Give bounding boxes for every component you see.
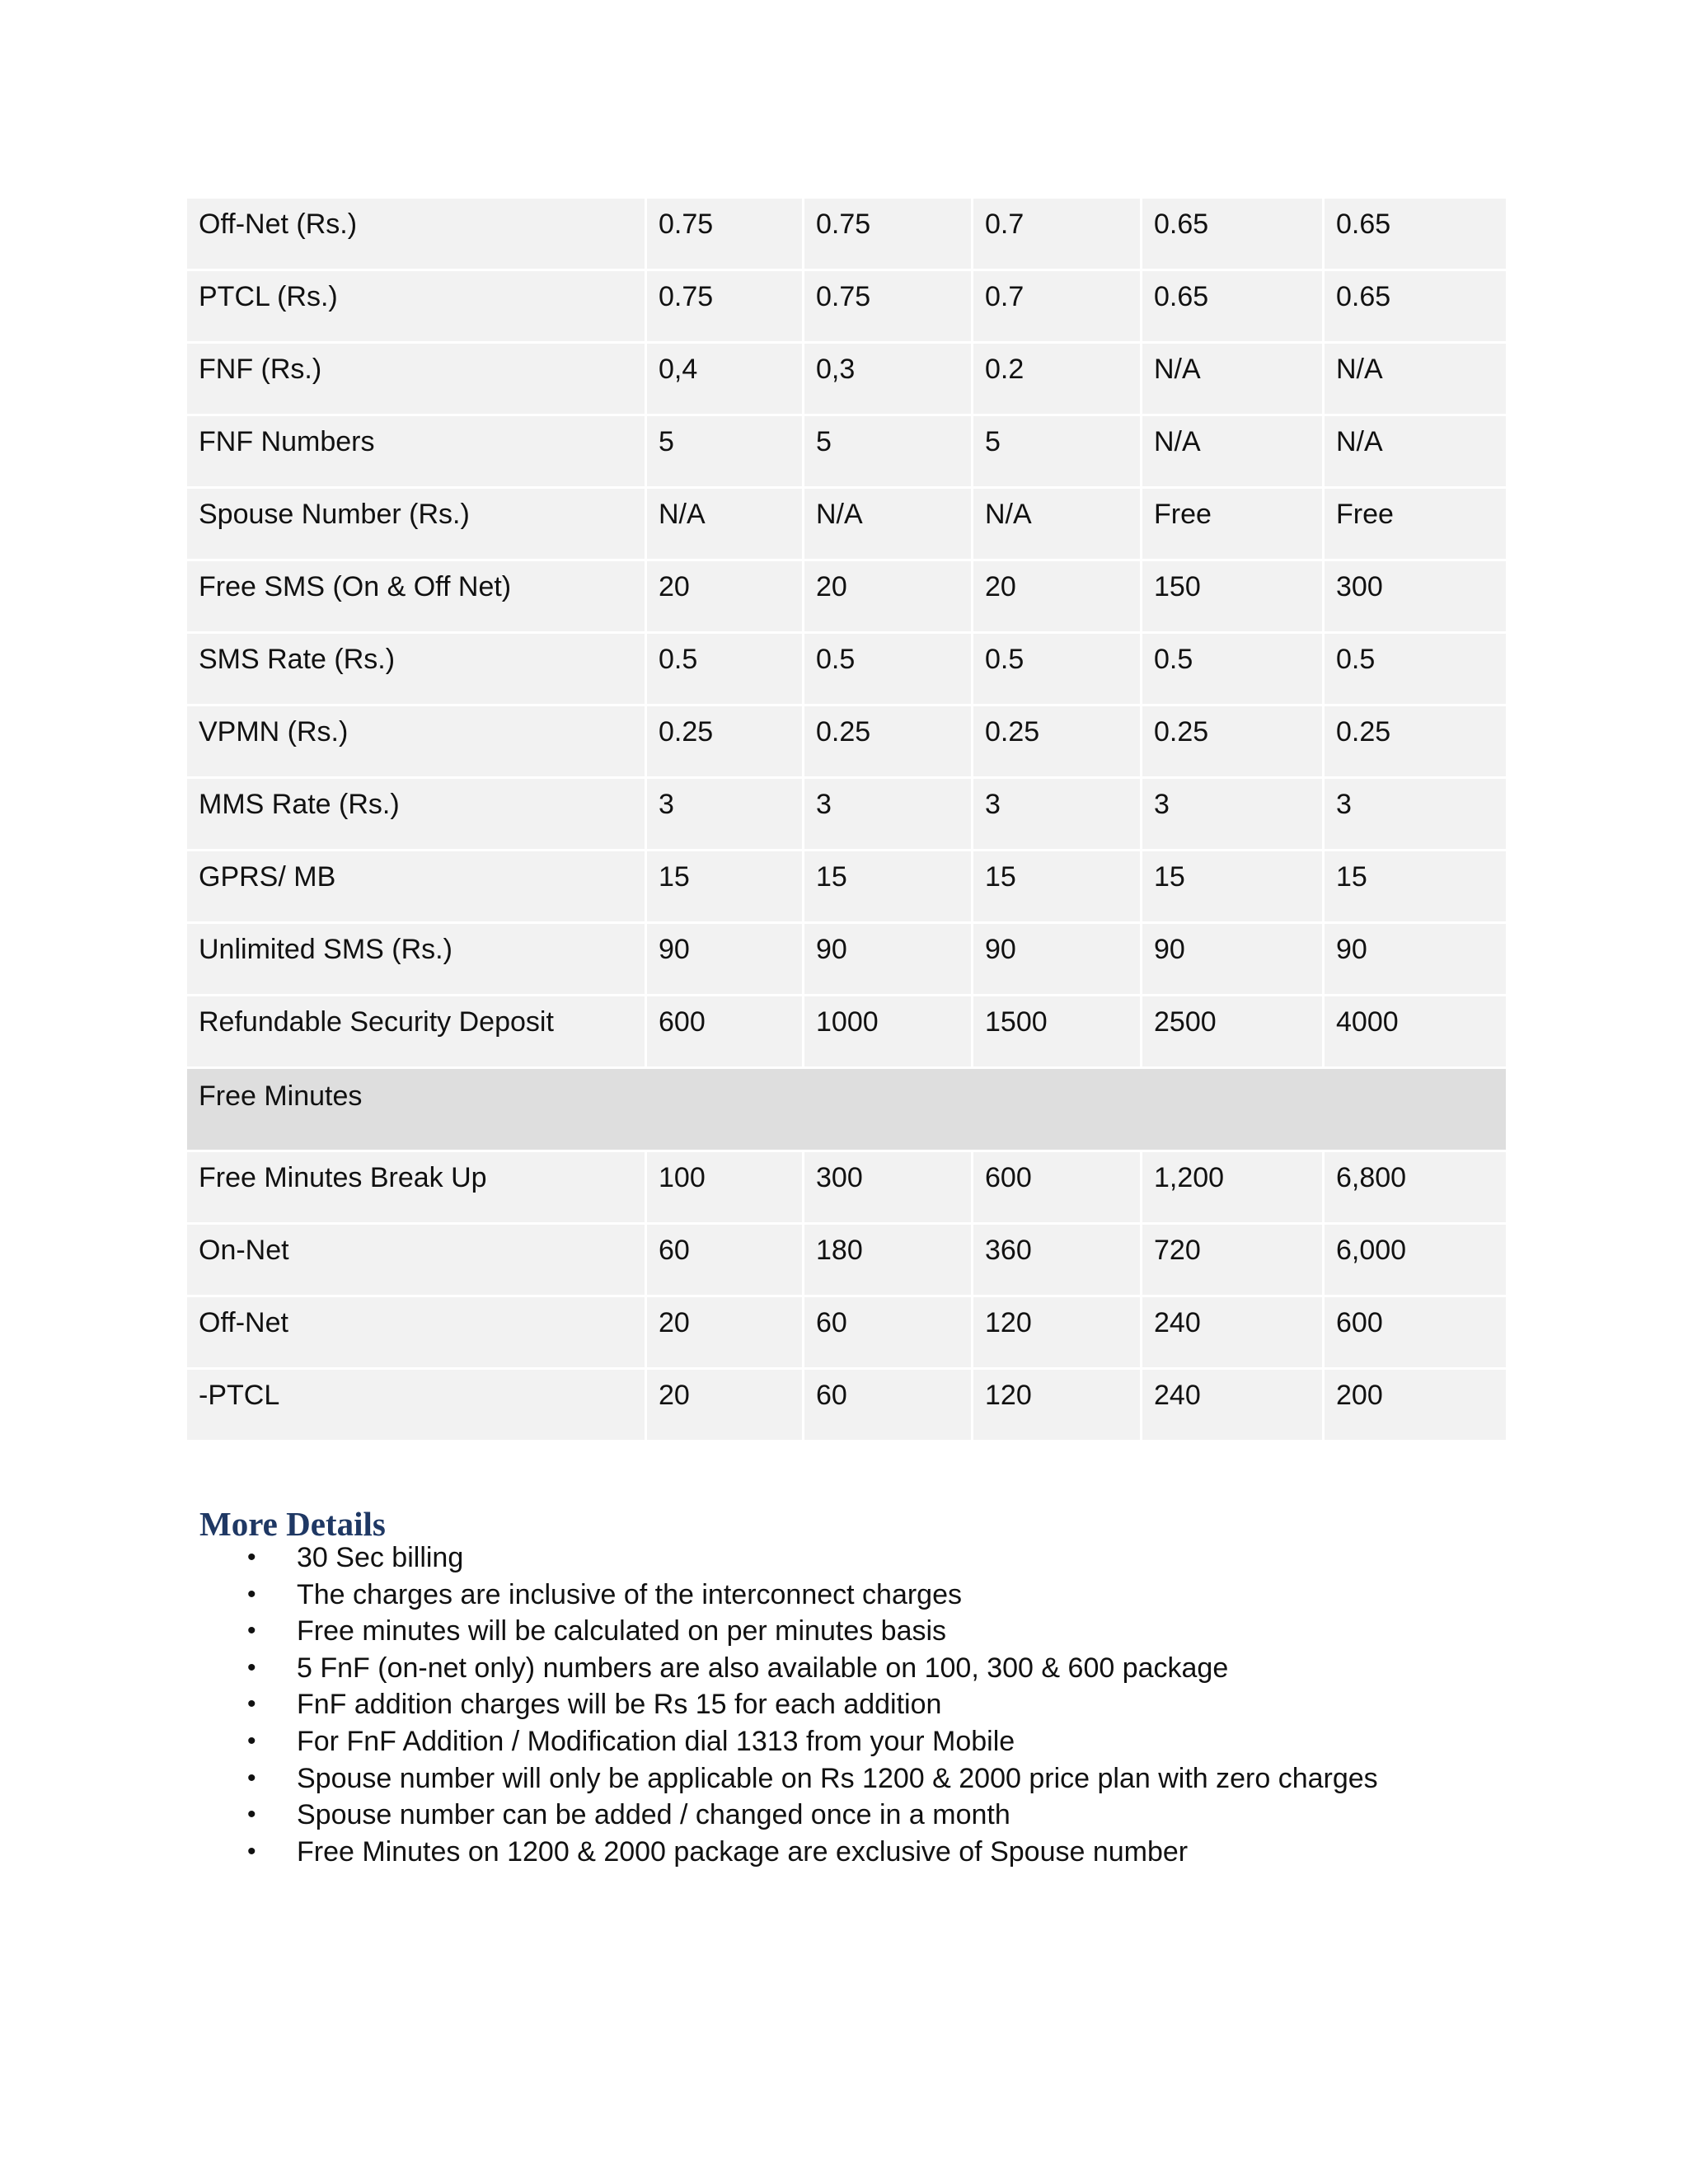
value-cell: 60 — [804, 1297, 971, 1367]
value-cell: 1000 — [804, 996, 971, 1066]
value-cell: 0.5 — [804, 634, 971, 704]
row-label-cell: GPRS/ MB — [187, 851, 645, 921]
bullet-icon: • — [247, 1837, 256, 1865]
row-label-cell: Free SMS (On & Off Net) — [187, 561, 645, 631]
value-cell: N/A — [1142, 344, 1322, 414]
value-cell: 600 — [973, 1152, 1140, 1222]
value-cell: 5 — [647, 416, 802, 486]
value-cell: 15 — [1325, 851, 1506, 921]
list-item-text: Free Minutes on 1200 & 2000 package are exclusive of Spouse number — [297, 1835, 1189, 1868]
row-label-cell: Off-Net (Rs.) — [187, 199, 645, 269]
value-cell: 300 — [804, 1152, 971, 1222]
value-cell: 0.5 — [1142, 634, 1322, 704]
value-cell: 3 — [973, 779, 1140, 849]
value-cell: 0,4 — [647, 344, 802, 414]
value-cell: 300 — [1325, 561, 1506, 631]
value-cell: 0.65 — [1325, 271, 1506, 341]
section-header-cell: Free Minutes — [187, 1069, 1506, 1150]
table-row — [187, 271, 1506, 341]
table-row — [187, 996, 1506, 1066]
value-cell: 90 — [1142, 924, 1322, 994]
bullet-icon: • — [247, 1544, 256, 1571]
value-cell: N/A — [647, 489, 802, 559]
value-cell: 0.5 — [973, 634, 1140, 704]
table-row — [187, 924, 1506, 994]
list-item-text: Spouse number can be added / changed once in a month — [297, 1799, 1010, 1831]
list-item-text: 5 FnF (on-net only) numbers are also available on 100, 300 & 600 package — [297, 1652, 1229, 1684]
table-row — [187, 851, 1506, 921]
table-row — [187, 634, 1506, 704]
row-label-cell: Spouse Number (Rs.) — [187, 489, 645, 559]
row-label-cell: Free Minutes Break Up — [187, 1152, 645, 1222]
list-item — [247, 1577, 1484, 1614]
value-cell: 150 — [1142, 561, 1322, 631]
list-item — [247, 1797, 1484, 1834]
value-cell: 20 — [804, 561, 971, 631]
table-row — [187, 199, 1506, 269]
value-cell: 0.5 — [647, 634, 802, 704]
bullet-icon: • — [247, 1764, 256, 1792]
value-cell: 15 — [1142, 851, 1322, 921]
value-cell: 0.7 — [973, 199, 1140, 269]
rates-table-body — [187, 199, 1506, 1440]
value-cell: 6,800 — [1325, 1152, 1506, 1222]
value-cell: 0.65 — [1142, 199, 1322, 269]
value-cell: 200 — [1325, 1370, 1506, 1440]
value-cell: 0.25 — [1325, 706, 1506, 776]
table-row — [187, 1152, 1506, 1222]
value-cell: 720 — [1142, 1225, 1322, 1295]
value-cell: N/A — [804, 489, 971, 559]
value-cell: 0.75 — [647, 271, 802, 341]
value-cell: 0.65 — [1142, 271, 1322, 341]
list-item — [247, 1686, 1484, 1723]
list-item — [247, 1760, 1484, 1797]
value-cell: 100 — [647, 1152, 802, 1222]
row-label-cell: Unlimited SMS (Rs.) — [187, 924, 645, 994]
row-label-cell: PTCL (Rs.) — [187, 271, 645, 341]
value-cell: 4000 — [1325, 996, 1506, 1066]
value-cell: 600 — [647, 996, 802, 1066]
value-cell: 0.75 — [804, 199, 971, 269]
table-row — [187, 416, 1506, 486]
bullet-icon: • — [247, 1653, 256, 1681]
value-cell: Free — [1142, 489, 1322, 559]
list-item — [247, 1834, 1484, 1871]
value-cell: 180 — [804, 1225, 971, 1295]
list-item-text: Free minutes will be calculated on per minutes basis — [297, 1615, 947, 1647]
value-cell: 3 — [804, 779, 971, 849]
table-row — [187, 489, 1506, 559]
value-cell: 20 — [647, 561, 802, 631]
value-cell: 0.7 — [973, 271, 1140, 341]
list-item — [247, 1723, 1484, 1760]
bullet-icon: • — [247, 1617, 256, 1645]
bullet-icon: • — [247, 1727, 256, 1755]
row-label-cell: Off-Net — [187, 1297, 645, 1367]
value-cell: 20 — [973, 561, 1140, 631]
table-row — [187, 561, 1506, 631]
value-cell: 0.75 — [804, 271, 971, 341]
value-cell: 120 — [973, 1297, 1140, 1367]
list-item-text: FnF addition charges will be Rs 15 for each addition — [297, 1689, 942, 1721]
row-label-cell: MMS Rate (Rs.) — [187, 779, 645, 849]
value-cell: N/A — [1325, 416, 1506, 486]
value-cell: 5 — [973, 416, 1140, 486]
value-cell: N/A — [1142, 416, 1322, 486]
value-cell: 15 — [647, 851, 802, 921]
value-cell: N/A — [1325, 344, 1506, 414]
value-cell: 240 — [1142, 1370, 1322, 1440]
value-cell: 15 — [973, 851, 1140, 921]
value-cell: 3 — [647, 779, 802, 849]
table-row — [187, 779, 1506, 849]
row-label-cell: VPMN (Rs.) — [187, 706, 645, 776]
value-cell: 0.75 — [647, 199, 802, 269]
table-row — [187, 344, 1506, 414]
table-row — [187, 1370, 1506, 1440]
value-cell: 3 — [1325, 779, 1506, 849]
value-cell: 2500 — [1142, 996, 1322, 1066]
value-cell: 0.5 — [1325, 634, 1506, 704]
value-cell: 90 — [973, 924, 1140, 994]
value-cell: 120 — [973, 1370, 1140, 1440]
value-cell: 6,000 — [1325, 1225, 1506, 1295]
value-cell: 1500 — [973, 996, 1140, 1066]
value-cell: 240 — [1142, 1297, 1322, 1367]
value-cell: 0.25 — [1142, 706, 1322, 776]
row-label-cell: FNF (Rs.) — [187, 344, 645, 414]
list-item — [247, 1650, 1484, 1687]
value-cell: 20 — [647, 1297, 802, 1367]
row-label-cell: Refundable Security Deposit — [187, 996, 645, 1066]
value-cell: 600 — [1325, 1297, 1506, 1367]
list-item — [247, 1540, 1484, 1577]
value-cell: N/A — [973, 489, 1140, 559]
table-row — [187, 1297, 1506, 1367]
value-cell: 0.2 — [973, 344, 1140, 414]
more-details-list — [247, 1540, 1484, 1870]
list-item-text: 30 Sec billing — [297, 1542, 464, 1573]
value-cell: 0.25 — [973, 706, 1140, 776]
more-details-heading: More Details — [199, 1505, 386, 1543]
row-label-cell: FNF Numbers — [187, 416, 645, 486]
value-cell: 60 — [804, 1370, 971, 1440]
value-cell: Free — [1325, 489, 1506, 559]
value-cell: 20 — [647, 1370, 802, 1440]
rates-table — [185, 196, 1508, 1442]
list-item — [247, 1613, 1484, 1650]
value-cell: 60 — [647, 1225, 802, 1295]
bullet-icon: • — [247, 1690, 256, 1718]
value-cell: 1,200 — [1142, 1152, 1322, 1222]
value-cell: 0.25 — [647, 706, 802, 776]
value-cell: 0,3 — [804, 344, 971, 414]
value-cell: 0.65 — [1325, 199, 1506, 269]
list-item-text: For FnF Addition / Modification dial 1313 from your Mobile — [297, 1725, 1015, 1757]
list-item-text: Spouse number will only be applicable on Rs 1200 & 2000 price plan with zero charges — [297, 1762, 1378, 1794]
table-row — [187, 1225, 1506, 1295]
row-label-cell: On-Net — [187, 1225, 645, 1295]
row-label-cell: SMS Rate (Rs.) — [187, 634, 645, 704]
value-cell: 5 — [804, 416, 971, 486]
value-cell: 90 — [1325, 924, 1506, 994]
table-row — [187, 706, 1506, 776]
row-label-cell: -PTCL — [187, 1370, 645, 1440]
value-cell: 15 — [804, 851, 971, 921]
bullet-icon: • — [247, 1801, 256, 1829]
bullet-icon: • — [247, 1580, 256, 1608]
value-cell: 360 — [973, 1225, 1140, 1295]
list-item-text: The charges are inclusive of the interconnect charges — [297, 1578, 963, 1610]
value-cell: 90 — [804, 924, 971, 994]
value-cell: 0.25 — [804, 706, 971, 776]
value-cell: 3 — [1142, 779, 1322, 849]
value-cell: 90 — [647, 924, 802, 994]
section-header-row — [187, 1069, 1506, 1150]
